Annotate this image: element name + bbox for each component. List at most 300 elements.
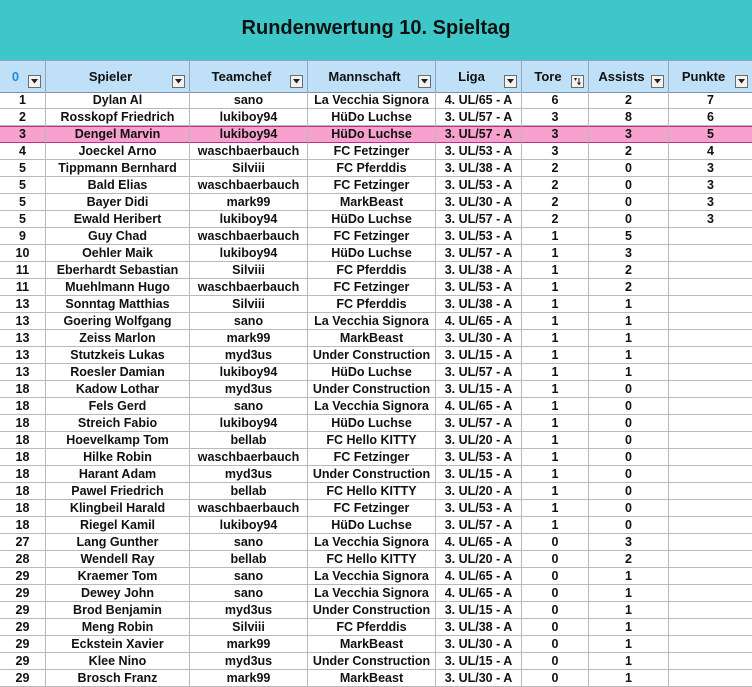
player-cell[interactable]: Streich Fabio <box>46 415 190 432</box>
league-cell[interactable]: 4. UL/65 - A <box>436 534 522 551</box>
points-cell[interactable] <box>669 653 752 670</box>
rank-cell[interactable]: 29 <box>0 585 46 602</box>
goals-cell[interactable]: 1 <box>522 245 589 262</box>
points-cell[interactable] <box>669 449 752 466</box>
league-cell[interactable]: 3. UL/15 - A <box>436 653 522 670</box>
filter-dropdown-icon[interactable] <box>172 75 185 88</box>
filter-dropdown-icon[interactable] <box>735 75 748 88</box>
rank-cell[interactable]: 29 <box>0 619 46 636</box>
rank-cell[interactable]: 9 <box>0 228 46 245</box>
rank-cell[interactable]: 5 <box>0 160 46 177</box>
assists-cell[interactable]: 1 <box>589 347 669 364</box>
player-cell[interactable]: Brosch Franz <box>46 670 190 687</box>
player-cell[interactable]: Guy Chad <box>46 228 190 245</box>
rank-cell[interactable]: 28 <box>0 551 46 568</box>
player-cell[interactable]: Roesler Damian <box>46 364 190 381</box>
rank-cell[interactable]: 13 <box>0 313 46 330</box>
league-cell[interactable]: 3. UL/15 - A <box>436 381 522 398</box>
assists-cell[interactable]: 1 <box>589 670 669 687</box>
table-row[interactable] <box>0 177 752 194</box>
assists-cell[interactable]: 1 <box>589 568 669 585</box>
rank-cell[interactable]: 13 <box>0 347 46 364</box>
goals-cell[interactable]: 1 <box>522 381 589 398</box>
points-cell[interactable]: 3 <box>669 211 752 228</box>
team-cell[interactable]: FC Fetzinger <box>308 279 436 296</box>
points-cell[interactable] <box>669 432 752 449</box>
goals-cell[interactable]: 1 <box>522 415 589 432</box>
points-cell[interactable] <box>669 619 752 636</box>
teamchef-cell[interactable]: Silviii <box>190 160 308 177</box>
league-cell[interactable]: 3. UL/57 - A <box>436 109 522 126</box>
teamchef-cell[interactable]: lukiboy94 <box>190 211 308 228</box>
assists-cell[interactable]: 2 <box>589 262 669 279</box>
table-row[interactable] <box>0 245 752 262</box>
player-cell[interactable]: Pawel Friedrich <box>46 483 190 500</box>
team-cell[interactable]: HüDo Luchse <box>308 364 436 381</box>
teamchef-cell[interactable]: waschbaerbauch <box>190 449 308 466</box>
assists-cell[interactable]: 1 <box>589 619 669 636</box>
table-row[interactable] <box>0 279 752 296</box>
assists-cell[interactable]: 1 <box>589 636 669 653</box>
goals-cell[interactable]: 0 <box>522 636 589 653</box>
assists-cell[interactable]: 1 <box>589 653 669 670</box>
rank-cell[interactable]: 18 <box>0 483 46 500</box>
column-header-rank[interactable] <box>0 61 46 92</box>
teamchef-cell[interactable]: waschbaerbauch <box>190 500 308 517</box>
table-row[interactable] <box>0 381 752 398</box>
team-cell[interactable]: Under Construction <box>308 466 436 483</box>
teamchef-cell[interactable]: lukiboy94 <box>190 364 308 381</box>
teamchef-cell[interactable]: lukiboy94 <box>190 517 308 534</box>
team-cell[interactable]: HüDo Luchse <box>308 245 436 262</box>
points-cell[interactable]: 3 <box>669 177 752 194</box>
column-header-assists[interactable] <box>589 61 669 92</box>
player-cell[interactable]: Wendell Ray <box>46 551 190 568</box>
teamchef-cell[interactable]: sano <box>190 398 308 415</box>
column-header-mannschaft[interactable] <box>308 61 436 92</box>
team-cell[interactable]: La Vecchia Signora <box>308 568 436 585</box>
team-cell[interactable]: FC Pferddis <box>308 296 436 313</box>
table-row[interactable] <box>0 500 752 517</box>
points-cell[interactable] <box>669 330 752 347</box>
rank-cell[interactable]: 5 <box>0 194 46 211</box>
goals-cell[interactable]: 1 <box>522 500 589 517</box>
team-cell[interactable]: HüDo Luchse <box>308 211 436 228</box>
player-cell[interactable]: Muehlmann Hugo <box>46 279 190 296</box>
league-cell[interactable]: 4. UL/65 - A <box>436 313 522 330</box>
goals-cell[interactable]: 2 <box>522 177 589 194</box>
player-cell[interactable]: Harant Adam <box>46 466 190 483</box>
teamchef-cell[interactable]: bellab <box>190 432 308 449</box>
table-row[interactable] <box>0 364 752 381</box>
rank-cell[interactable]: 18 <box>0 500 46 517</box>
league-cell[interactable]: 3. UL/57 - A <box>436 415 522 432</box>
teamchef-cell[interactable]: waschbaerbauch <box>190 279 308 296</box>
rank-cell[interactable]: 1 <box>0 92 46 109</box>
points-cell[interactable] <box>669 551 752 568</box>
rank-cell[interactable]: 18 <box>0 517 46 534</box>
league-cell[interactable]: 3. UL/30 - A <box>436 670 522 687</box>
player-cell[interactable]: Klingbeil Harald <box>46 500 190 517</box>
column-header-tore[interactable] <box>522 61 589 92</box>
goals-cell[interactable]: 1 <box>522 330 589 347</box>
teamchef-cell[interactable]: lukiboy94 <box>190 126 308 143</box>
rank-cell[interactable]: 11 <box>0 262 46 279</box>
rank-cell[interactable]: 18 <box>0 466 46 483</box>
rank-cell[interactable]: 18 <box>0 415 46 432</box>
player-cell[interactable]: Stutzkeis Lukas <box>46 347 190 364</box>
points-cell[interactable]: 7 <box>669 92 752 109</box>
points-cell[interactable] <box>669 568 752 585</box>
table-row[interactable] <box>0 143 752 160</box>
team-cell[interactable]: MarkBeast <box>308 194 436 211</box>
teamchef-cell[interactable]: lukiboy94 <box>190 109 308 126</box>
rank-cell[interactable]: 13 <box>0 364 46 381</box>
league-cell[interactable]: 3. UL/53 - A <box>436 500 522 517</box>
team-cell[interactable]: HüDo Luchse <box>308 517 436 534</box>
assists-cell[interactable]: 3 <box>589 126 669 143</box>
table-row[interactable] <box>0 466 752 483</box>
table-row[interactable] <box>0 432 752 449</box>
team-cell[interactable]: FC Fetzinger <box>308 228 436 245</box>
points-cell[interactable] <box>669 364 752 381</box>
rank-cell[interactable]: 18 <box>0 381 46 398</box>
teamchef-cell[interactable]: myd3us <box>190 466 308 483</box>
team-cell[interactable]: FC Pferddis <box>308 262 436 279</box>
goals-cell[interactable]: 1 <box>522 313 589 330</box>
teamchef-cell[interactable]: Silviii <box>190 262 308 279</box>
player-cell[interactable]: Meng Robin <box>46 619 190 636</box>
league-cell[interactable]: 3. UL/15 - A <box>436 347 522 364</box>
team-cell[interactable]: FC Fetzinger <box>308 143 436 160</box>
rank-cell[interactable]: 13 <box>0 296 46 313</box>
league-cell[interactable]: 3. UL/15 - A <box>436 466 522 483</box>
table-row[interactable] <box>0 670 752 687</box>
player-cell[interactable]: Joeckel Arno <box>46 143 190 160</box>
assists-cell[interactable]: 0 <box>589 177 669 194</box>
league-cell[interactable]: 3. UL/53 - A <box>436 449 522 466</box>
goals-cell[interactable]: 0 <box>522 585 589 602</box>
assists-cell[interactable]: 0 <box>589 160 669 177</box>
column-header-spieler[interactable] <box>46 61 190 92</box>
goals-cell[interactable]: 1 <box>522 262 589 279</box>
rank-cell[interactable]: 5 <box>0 177 46 194</box>
league-cell[interactable]: 3. UL/53 - A <box>436 177 522 194</box>
assists-cell[interactable]: 2 <box>589 92 669 109</box>
points-cell[interactable] <box>669 585 752 602</box>
league-cell[interactable]: 3. UL/57 - A <box>436 126 522 143</box>
table-row[interactable] <box>0 636 752 653</box>
rank-cell[interactable]: 4 <box>0 143 46 160</box>
assists-cell[interactable]: 0 <box>589 432 669 449</box>
filter-dropdown-icon[interactable] <box>504 75 517 88</box>
goals-cell[interactable]: 0 <box>522 568 589 585</box>
team-cell[interactable]: La Vecchia Signora <box>308 313 436 330</box>
league-cell[interactable]: 3. UL/57 - A <box>436 245 522 262</box>
table-row[interactable] <box>0 585 752 602</box>
goals-cell[interactable]: 1 <box>522 517 589 534</box>
team-cell[interactable]: HüDo Luchse <box>308 126 436 143</box>
goals-cell[interactable]: 1 <box>522 483 589 500</box>
points-cell[interactable]: 5 <box>669 126 752 143</box>
rank-cell[interactable]: 13 <box>0 330 46 347</box>
rank-cell[interactable]: 29 <box>0 636 46 653</box>
goals-cell[interactable]: 3 <box>522 126 589 143</box>
team-cell[interactable]: Under Construction <box>308 381 436 398</box>
team-cell[interactable]: FC Fetzinger <box>308 500 436 517</box>
league-cell[interactable]: 3. UL/30 - A <box>436 636 522 653</box>
points-cell[interactable]: 3 <box>669 194 752 211</box>
goals-cell[interactable]: 1 <box>522 398 589 415</box>
league-cell[interactable]: 3. UL/57 - A <box>436 211 522 228</box>
assists-cell[interactable]: 5 <box>589 228 669 245</box>
league-cell[interactable]: 3. UL/57 - A <box>436 364 522 381</box>
goals-cell[interactable]: 0 <box>522 653 589 670</box>
assists-cell[interactable]: 3 <box>589 245 669 262</box>
assists-cell[interactable]: 1 <box>589 585 669 602</box>
goals-cell[interactable]: 6 <box>522 92 589 109</box>
points-cell[interactable] <box>669 398 752 415</box>
teamchef-cell[interactable]: lukiboy94 <box>190 415 308 432</box>
goals-cell[interactable]: 1 <box>522 364 589 381</box>
goals-cell[interactable]: 0 <box>522 551 589 568</box>
goals-cell[interactable]: 0 <box>522 670 589 687</box>
points-cell[interactable] <box>669 500 752 517</box>
league-cell[interactable]: 3. UL/53 - A <box>436 143 522 160</box>
teamchef-cell[interactable]: lukiboy94 <box>190 245 308 262</box>
column-header-liga[interactable] <box>436 61 522 92</box>
table-row[interactable] <box>0 551 752 568</box>
league-cell[interactable]: 3. UL/15 - A <box>436 602 522 619</box>
team-cell[interactable]: MarkBeast <box>308 670 436 687</box>
table-row[interactable] <box>0 296 752 313</box>
team-cell[interactable]: Under Construction <box>308 602 436 619</box>
rank-cell[interactable]: 18 <box>0 398 46 415</box>
teamchef-cell[interactable]: bellab <box>190 483 308 500</box>
table-row[interactable] <box>0 619 752 636</box>
points-cell[interactable] <box>669 517 752 534</box>
teamchef-cell[interactable]: myd3us <box>190 381 308 398</box>
rank-cell[interactable]: 3 <box>0 126 46 143</box>
table-row[interactable] <box>0 194 752 211</box>
player-cell[interactable]: Fels Gerd <box>46 398 190 415</box>
team-cell[interactable]: Under Construction <box>308 653 436 670</box>
rank-cell[interactable]: 27 <box>0 534 46 551</box>
goals-cell[interactable]: 1 <box>522 466 589 483</box>
points-cell[interactable] <box>669 296 752 313</box>
assists-cell[interactable]: 0 <box>589 381 669 398</box>
player-cell[interactable]: Dylan Al <box>46 92 190 109</box>
table-row[interactable] <box>0 398 752 415</box>
teamchef-cell[interactable]: waschbaerbauch <box>190 228 308 245</box>
team-cell[interactable]: FC Pferddis <box>308 160 436 177</box>
player-cell[interactable]: Bayer Didi <box>46 194 190 211</box>
teamchef-cell[interactable]: mark99 <box>190 330 308 347</box>
player-cell[interactable]: Eckstein Xavier <box>46 636 190 653</box>
filter-dropdown-icon[interactable] <box>28 75 41 88</box>
league-cell[interactable]: 3. UL/20 - A <box>436 432 522 449</box>
team-cell[interactable]: La Vecchia Signora <box>308 92 436 109</box>
league-cell[interactable]: 4. UL/65 - A <box>436 92 522 109</box>
assists-cell[interactable]: 0 <box>589 194 669 211</box>
teamchef-cell[interactable]: sano <box>190 534 308 551</box>
player-cell[interactable]: Goering Wolfgang <box>46 313 190 330</box>
player-cell[interactable]: Sonntag Matthias <box>46 296 190 313</box>
goals-cell[interactable]: 2 <box>522 160 589 177</box>
league-cell[interactable]: 3. UL/57 - A <box>436 517 522 534</box>
assists-cell[interactable]: 3 <box>589 534 669 551</box>
teamchef-cell[interactable]: sano <box>190 585 308 602</box>
points-cell[interactable] <box>669 534 752 551</box>
league-cell[interactable]: 3. UL/30 - A <box>436 194 522 211</box>
teamchef-cell[interactable]: waschbaerbauch <box>190 177 308 194</box>
assists-cell[interactable]: 2 <box>589 143 669 160</box>
assists-cell[interactable]: 8 <box>589 109 669 126</box>
table-row[interactable] <box>0 313 752 330</box>
assists-cell[interactable]: 1 <box>589 602 669 619</box>
teamchef-cell[interactable]: Silviii <box>190 619 308 636</box>
league-cell[interactable]: 4. UL/65 - A <box>436 568 522 585</box>
league-cell[interactable]: 3. UL/38 - A <box>436 262 522 279</box>
teamchef-cell[interactable]: myd3us <box>190 653 308 670</box>
teamchef-cell[interactable]: sano <box>190 568 308 585</box>
points-cell[interactable] <box>669 347 752 364</box>
table-row[interactable] <box>0 415 752 432</box>
team-cell[interactable]: FC Hello KITTY <box>308 432 436 449</box>
points-cell[interactable] <box>669 245 752 262</box>
assists-cell[interactable]: 1 <box>589 313 669 330</box>
player-cell[interactable]: Brod Benjamin <box>46 602 190 619</box>
goals-cell[interactable]: 1 <box>522 279 589 296</box>
table-row[interactable] <box>0 262 752 279</box>
teamchef-cell[interactable]: sano <box>190 313 308 330</box>
team-cell[interactable]: FC Pferddis <box>308 619 436 636</box>
player-cell[interactable]: Kraemer Tom <box>46 568 190 585</box>
player-cell[interactable]: Klee Nino <box>46 653 190 670</box>
team-cell[interactable]: La Vecchia Signora <box>308 534 436 551</box>
rank-cell[interactable]: 10 <box>0 245 46 262</box>
goals-cell[interactable]: 1 <box>522 432 589 449</box>
assists-cell[interactable]: 0 <box>589 449 669 466</box>
player-cell[interactable]: Dewey John <box>46 585 190 602</box>
table-row[interactable] <box>0 449 752 466</box>
teamchef-cell[interactable]: sano <box>190 92 308 109</box>
points-cell[interactable] <box>669 602 752 619</box>
teamchef-cell[interactable]: mark99 <box>190 670 308 687</box>
player-cell[interactable]: Dengel Marvin <box>46 126 190 143</box>
rank-cell[interactable]: 29 <box>0 568 46 585</box>
points-cell[interactable] <box>669 279 752 296</box>
points-cell[interactable] <box>669 228 752 245</box>
points-cell[interactable] <box>669 636 752 653</box>
teamchef-cell[interactable]: myd3us <box>190 347 308 364</box>
league-cell[interactable]: 3. UL/53 - A <box>436 279 522 296</box>
player-cell[interactable]: Hilke Robin <box>46 449 190 466</box>
table-row[interactable] <box>0 653 752 670</box>
league-cell[interactable]: 3. UL/20 - A <box>436 483 522 500</box>
points-cell[interactable] <box>669 483 752 500</box>
goals-cell[interactable]: 1 <box>522 296 589 313</box>
league-cell[interactable]: 3. UL/38 - A <box>436 160 522 177</box>
table-row[interactable] <box>0 534 752 551</box>
table-row[interactable] <box>0 109 752 126</box>
team-cell[interactable]: FC Fetzinger <box>308 449 436 466</box>
teamchef-cell[interactable]: waschbaerbauch <box>190 143 308 160</box>
rank-cell[interactable]: 29 <box>0 670 46 687</box>
assists-cell[interactable]: 2 <box>589 551 669 568</box>
team-cell[interactable]: FC Fetzinger <box>308 177 436 194</box>
goals-cell[interactable]: 3 <box>522 109 589 126</box>
points-cell[interactable] <box>669 381 752 398</box>
goals-cell[interactable]: 0 <box>522 619 589 636</box>
goals-cell[interactable]: 2 <box>522 194 589 211</box>
league-cell[interactable]: 3. UL/38 - A <box>436 619 522 636</box>
teamchef-cell[interactable]: myd3us <box>190 602 308 619</box>
rank-cell[interactable]: 11 <box>0 279 46 296</box>
table-row-selected[interactable] <box>0 126 752 143</box>
league-cell[interactable]: 3. UL/20 - A <box>436 551 522 568</box>
team-cell[interactable]: MarkBeast <box>308 330 436 347</box>
team-cell[interactable]: HüDo Luchse <box>308 109 436 126</box>
points-cell[interactable] <box>669 670 752 687</box>
teamchef-cell[interactable]: mark99 <box>190 194 308 211</box>
team-cell[interactable]: La Vecchia Signora <box>308 398 436 415</box>
points-cell[interactable] <box>669 466 752 483</box>
column-header-punkte[interactable] <box>669 61 752 92</box>
assists-cell[interactable]: 1 <box>589 364 669 381</box>
league-cell[interactable]: 3. UL/38 - A <box>436 296 522 313</box>
team-cell[interactable]: Under Construction <box>308 347 436 364</box>
league-cell[interactable]: 4. UL/65 - A <box>436 585 522 602</box>
team-cell[interactable]: La Vecchia Signora <box>308 585 436 602</box>
player-cell[interactable]: Eberhardt Sebastian <box>46 262 190 279</box>
assists-cell[interactable]: 1 <box>589 296 669 313</box>
points-cell[interactable]: 3 <box>669 160 752 177</box>
column-header-teamchef[interactable] <box>190 61 308 92</box>
player-cell[interactable]: Hoevelkamp Tom <box>46 432 190 449</box>
goals-cell[interactable]: 1 <box>522 347 589 364</box>
table-row[interactable] <box>0 517 752 534</box>
assists-cell[interactable]: 0 <box>589 500 669 517</box>
filter-dropdown-icon[interactable] <box>651 75 664 88</box>
assists-cell[interactable]: 0 <box>589 398 669 415</box>
points-cell[interactable]: 6 <box>669 109 752 126</box>
player-cell[interactable]: Bald Elias <box>46 177 190 194</box>
table-row[interactable] <box>0 228 752 245</box>
assists-cell[interactable]: 2 <box>589 279 669 296</box>
team-cell[interactable]: FC Hello KITTY <box>308 483 436 500</box>
rank-cell[interactable]: 2 <box>0 109 46 126</box>
league-cell[interactable]: 4. UL/65 - A <box>436 398 522 415</box>
teamchef-cell[interactable]: bellab <box>190 551 308 568</box>
player-cell[interactable]: Rosskopf Friedrich <box>46 109 190 126</box>
rank-cell[interactable]: 18 <box>0 449 46 466</box>
table-row[interactable] <box>0 92 752 109</box>
table-row[interactable] <box>0 568 752 585</box>
table-row[interactable] <box>0 483 752 500</box>
table-row[interactable] <box>0 347 752 364</box>
filter-dropdown-icon[interactable] <box>290 75 303 88</box>
assists-cell[interactable]: 0 <box>589 517 669 534</box>
team-cell[interactable]: FC Hello KITTY <box>308 551 436 568</box>
assists-cell[interactable]: 0 <box>589 415 669 432</box>
goals-cell[interactable]: 1 <box>522 228 589 245</box>
rank-cell[interactable]: 29 <box>0 602 46 619</box>
table-row[interactable] <box>0 330 752 347</box>
goals-cell[interactable]: 0 <box>522 602 589 619</box>
player-cell[interactable]: Kadow Lothar <box>46 381 190 398</box>
rank-cell[interactable]: 5 <box>0 211 46 228</box>
